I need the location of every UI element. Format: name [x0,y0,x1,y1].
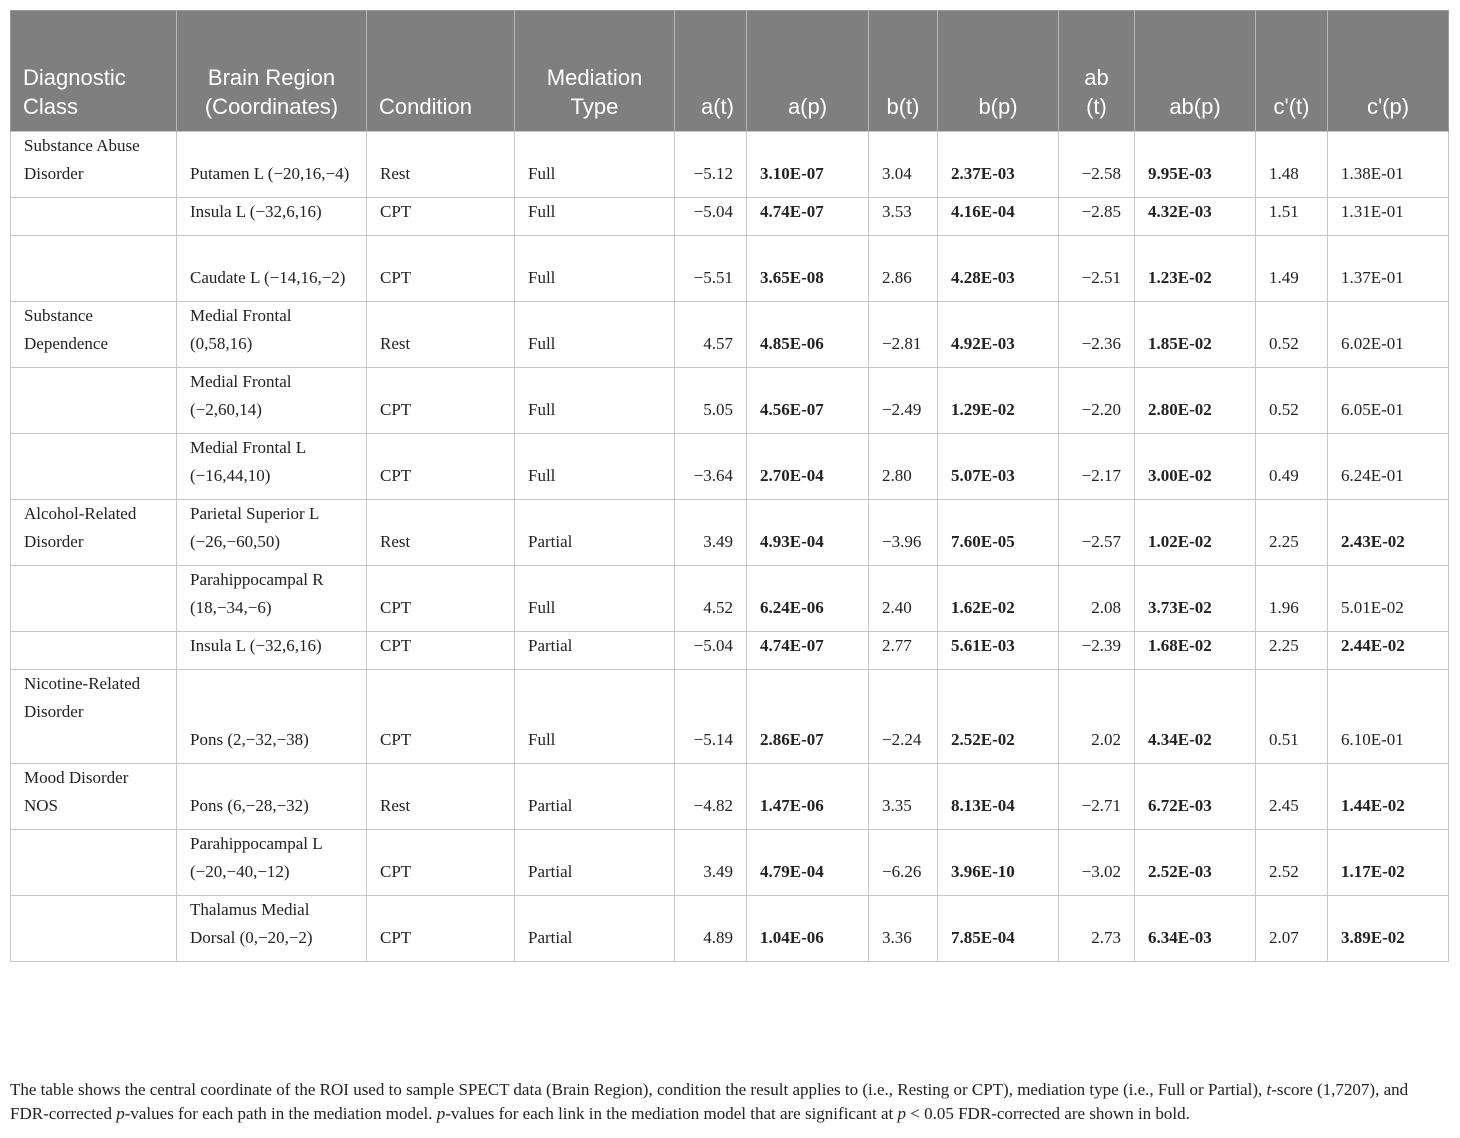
cell-condition: CPT [367,434,515,500]
cell-brain-region: Parietal Superior L (−26,−60,50) [177,500,367,566]
cell-mediation-type: Full [515,236,675,302]
cell-a-p: 4.74E-07 [747,198,869,236]
cell-c-p: 6.10E-01 [1328,670,1449,764]
cell-a-t: −3.64 [675,434,747,500]
table-row [11,368,1449,434]
caption-text: < 0.05 FDR-corrected are shown in bold. [906,1104,1190,1123]
cell-ab-t: −2.39 [1059,632,1135,670]
cell-diagnostic-class: Substance Dependence [11,302,177,368]
cell-ab-p: 6.72E-03 [1135,764,1256,830]
mediation-results-table [10,10,1449,962]
cell-b-p: 4.16E-04 [938,198,1059,236]
cell-c-t: 1.96 [1256,566,1328,632]
cell-mediation-type: Full [515,198,675,236]
cell-c-p: 5.01E-02 [1328,566,1449,632]
cell-ab-t: −2.58 [1059,132,1135,198]
cell-ab-p: 3.00E-02 [1135,434,1256,500]
cell-brain-region: Putamen L (−20,16,−4) [177,132,367,198]
cell-ab-p: 2.80E-02 [1135,368,1256,434]
table-row [11,132,1449,198]
cell-a-t: −4.82 [675,764,747,830]
cell-brain-region: Parahippocampal L (−20,−40,−12) [177,830,367,896]
cell-c-p: 6.24E-01 [1328,434,1449,500]
cell-ab-t: −2.51 [1059,236,1135,302]
cell-mediation-type: Full [515,302,675,368]
header-diagnostic-class: Diagnostic Class [11,11,177,132]
cell-c-t: 2.25 [1256,500,1328,566]
cell-ab-p: 4.32E-03 [1135,198,1256,236]
cell-a-p: 3.10E-07 [747,132,869,198]
cell-brain-region: Thalamus Medial Dorsal (0,−20,−2) [177,896,367,962]
cell-brain-region: Medial Frontal L (−16,44,10) [177,434,367,500]
cell-mediation-type: Full [515,368,675,434]
caption-text: -score (1,7207), and FDR-corrected [10,1080,1409,1123]
table-row [11,236,1449,302]
cell-diagnostic-class: Substance Abuse Disorder [11,132,177,198]
header-a-p: a(p) [747,11,869,132]
cell-c-t: 2.52 [1256,830,1328,896]
cell-ab-p: 2.52E-03 [1135,830,1256,896]
cell-mediation-type: Partial [515,830,675,896]
cell-c-p: 2.43E-02 [1328,500,1449,566]
cell-a-t: −5.12 [675,132,747,198]
cell-c-t: 0.49 [1256,434,1328,500]
cell-condition: CPT [367,198,515,236]
table-container [10,10,1450,962]
cell-b-t: −3.96 [869,500,938,566]
cell-c-t: 0.52 [1256,302,1328,368]
header-ab-t: ab (t) [1059,11,1135,132]
cell-condition: Rest [367,764,515,830]
header-mediation-type: Mediation Type [515,11,675,132]
header-condition: Condition [367,11,515,132]
cell-ab-t: −2.57 [1059,500,1135,566]
cell-a-p: 1.47E-06 [747,764,869,830]
cell-b-t: −2.24 [869,670,938,764]
cell-ab-t: −2.17 [1059,434,1135,500]
cell-mediation-type: Partial [515,500,675,566]
cell-ab-p: 9.95E-03 [1135,132,1256,198]
cell-c-t: 0.52 [1256,368,1328,434]
cell-diagnostic-class [11,434,177,500]
cell-a-p: 6.24E-06 [747,566,869,632]
cell-a-p: 2.70E-04 [747,434,869,500]
cell-condition: CPT [367,896,515,962]
cell-ab-p: 1.68E-02 [1135,632,1256,670]
table-row [11,302,1449,368]
cell-b-p: 5.61E-03 [938,632,1059,670]
cell-a-t: −5.04 [675,632,747,670]
header-ab-p: ab(p) [1135,11,1256,132]
table-row [11,764,1449,830]
caption-italic-p: p [897,1104,907,1123]
cell-brain-region: Caudate L (−14,16,−2) [177,236,367,302]
cell-b-p: 3.96E-10 [938,830,1059,896]
table-row [11,896,1449,962]
cell-ab-t: 2.73 [1059,896,1135,962]
cell-a-p: 4.56E-07 [747,368,869,434]
cell-b-t: 3.35 [869,764,938,830]
cell-ab-p: 6.34E-03 [1135,896,1256,962]
cell-a-p: 4.74E-07 [747,632,869,670]
table-row [11,434,1449,500]
cell-b-t: 2.86 [869,236,938,302]
table-row [11,670,1449,764]
cell-c-p: 1.37E-01 [1328,236,1449,302]
cell-b-p: 7.60E-05 [938,500,1059,566]
table-body [11,132,1449,962]
cell-b-t: 3.36 [869,896,938,962]
cell-condition: CPT [367,670,515,764]
table-row [11,830,1449,896]
cell-b-p: 1.62E-02 [938,566,1059,632]
cell-b-p: 2.37E-03 [938,132,1059,198]
header-b-t: b(t) [869,11,938,132]
cell-b-p: 4.28E-03 [938,236,1059,302]
cell-ab-t: −2.20 [1059,368,1135,434]
cell-ab-t: −3.02 [1059,830,1135,896]
table-row [11,566,1449,632]
cell-mediation-type: Full [515,434,675,500]
cell-brain-region: Medial Frontal (0,58,16) [177,302,367,368]
cell-diagnostic-class: Alcohol-Related Disorder [11,500,177,566]
cell-b-p: 1.29E-02 [938,368,1059,434]
cell-brain-region: Insula L (−32,6,16) [177,198,367,236]
cell-c-p: 1.44E-02 [1328,764,1449,830]
table-row [11,632,1449,670]
cell-diagnostic-class [11,236,177,302]
cell-a-t: −5.14 [675,670,747,764]
cell-a-p: 2.86E-07 [747,670,869,764]
cell-diagnostic-class: Nicotine-Related Disorder [11,670,177,764]
cell-a-t: −5.04 [675,198,747,236]
cell-b-t: 2.80 [869,434,938,500]
cell-a-p: 4.85E-06 [747,302,869,368]
cell-b-p: 8.13E-04 [938,764,1059,830]
cell-brain-region: Pons (2,−32,−38) [177,670,367,764]
cell-b-t: −2.81 [869,302,938,368]
table-row [11,500,1449,566]
cell-mediation-type: Full [515,566,675,632]
table-caption [10,1078,1450,1126]
cell-a-t: 5.05 [675,368,747,434]
cell-diagnostic-class [11,830,177,896]
cell-c-p: 1.31E-01 [1328,198,1449,236]
cell-c-p: 1.38E-01 [1328,132,1449,198]
cell-diagnostic-class: Mood Disorder NOS [11,764,177,830]
cell-c-t: 1.51 [1256,198,1328,236]
cell-diagnostic-class [11,566,177,632]
header-c-p: c'(p) [1328,11,1449,132]
cell-diagnostic-class [11,632,177,670]
cell-brain-region: Insula L (−32,6,16) [177,632,367,670]
cell-mediation-type: Full [515,670,675,764]
cell-c-t: 0.51 [1256,670,1328,764]
cell-condition: CPT [367,830,515,896]
cell-ab-p: 4.34E-02 [1135,670,1256,764]
cell-c-p: 2.44E-02 [1328,632,1449,670]
cell-ab-p: 1.85E-02 [1135,302,1256,368]
cell-b-t: −2.49 [869,368,938,434]
cell-c-t: 2.45 [1256,764,1328,830]
header-b-p: b(p) [938,11,1059,132]
cell-diagnostic-class [11,198,177,236]
header-row [11,11,1449,132]
cell-brain-region: Parahippocampal R (18,−34,−6) [177,566,367,632]
cell-diagnostic-class [11,368,177,434]
cell-a-t: 4.52 [675,566,747,632]
cell-ab-t: 2.08 [1059,566,1135,632]
cell-ab-p: 1.23E-02 [1135,236,1256,302]
cell-condition: CPT [367,368,515,434]
cell-b-t: 2.40 [869,566,938,632]
cell-c-p: 6.02E-01 [1328,302,1449,368]
cell-c-t: 1.49 [1256,236,1328,302]
cell-brain-region: Pons (6,−28,−32) [177,764,367,830]
cell-a-p: 4.93E-04 [747,500,869,566]
cell-b-t: −6.26 [869,830,938,896]
cell-ab-t: −2.71 [1059,764,1135,830]
cell-b-t: 3.53 [869,198,938,236]
caption-text: -values for each link in the mediation model that are significant at [445,1104,898,1123]
cell-b-p: 4.92E-03 [938,302,1059,368]
cell-condition: CPT [367,632,515,670]
cell-condition: Rest [367,302,515,368]
cell-a-p: 4.79E-04 [747,830,869,896]
cell-ab-t: 2.02 [1059,670,1135,764]
header-brain-region: Brain Region (Coordinates) [177,11,367,132]
cell-a-t: 4.57 [675,302,747,368]
header-a-t: a(t) [675,11,747,132]
cell-c-p: 1.17E-02 [1328,830,1449,896]
cell-mediation-type: Full [515,132,675,198]
cell-a-t: 3.49 [675,500,747,566]
cell-b-p: 2.52E-02 [938,670,1059,764]
caption-text: -values for each path in the mediation model. [124,1104,437,1123]
cell-ab-p: 3.73E-02 [1135,566,1256,632]
cell-ab-p: 1.02E-02 [1135,500,1256,566]
cell-mediation-type: Partial [515,896,675,962]
cell-c-t: 2.07 [1256,896,1328,962]
cell-c-p: 3.89E-02 [1328,896,1449,962]
cell-mediation-type: Partial [515,632,675,670]
table-row [11,198,1449,236]
cell-condition: Rest [367,500,515,566]
cell-condition: CPT [367,566,515,632]
cell-ab-t: −2.36 [1059,302,1135,368]
cell-a-t: 3.49 [675,830,747,896]
cell-condition: CPT [367,236,515,302]
cell-a-t: −5.51 [675,236,747,302]
caption-italic-p: p [116,1104,125,1123]
caption-text: The table shows the central coordinate of the ROI used to sample SPECT data (Brain Region), condition the result applies to (i.e., Resting or CPT), mediation type (i.e., Full or Partial), [10,1080,1267,1099]
header-c-t: c'(t) [1256,11,1328,132]
cell-ab-t: −2.85 [1059,198,1135,236]
cell-c-p: 6.05E-01 [1328,368,1449,434]
cell-a-t: 4.89 [675,896,747,962]
cell-mediation-type: Partial [515,764,675,830]
caption-italic-t: t [1266,1080,1272,1099]
cell-condition: Rest [367,132,515,198]
cell-c-t: 2.25 [1256,632,1328,670]
cell-c-t: 1.48 [1256,132,1328,198]
caption-italic-p: p [436,1104,446,1123]
cell-a-p: 1.04E-06 [747,896,869,962]
cell-b-p: 5.07E-03 [938,434,1059,500]
cell-b-t: 2.77 [869,632,938,670]
cell-b-p: 7.85E-04 [938,896,1059,962]
cell-brain-region: Medial Frontal (−2,60,14) [177,368,367,434]
cell-b-t: 3.04 [869,132,938,198]
cell-a-p: 3.65E-08 [747,236,869,302]
cell-diagnostic-class [11,896,177,962]
